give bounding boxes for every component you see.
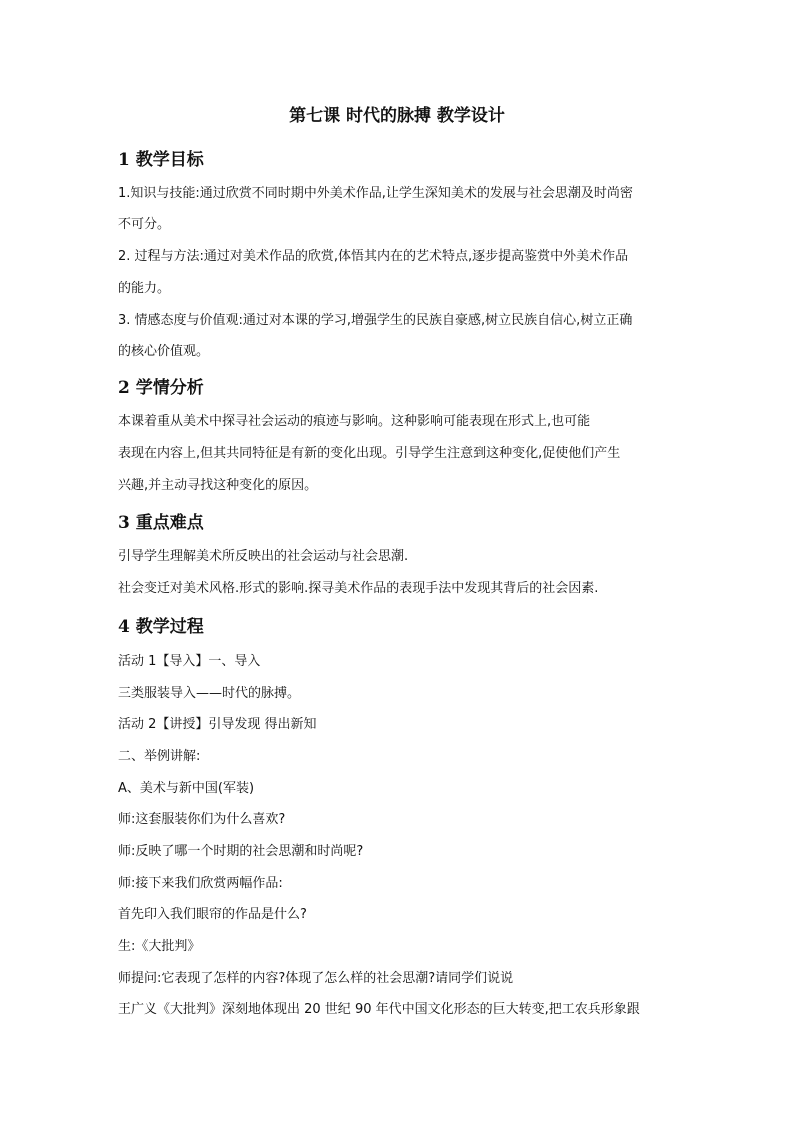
paragraph-line: 首先印入我们眼帘的作品是什么?: [118, 907, 307, 922]
section-heading-objectives: 1 教学目标: [118, 150, 204, 170]
paragraph-line: 兴趣,并主动寻找这种变化的原因。: [118, 478, 318, 493]
paragraph-line: 本课着重从美术中探寻社会运动的痕迹与影响。这种影响可能表现在形式上,也可能: [118, 414, 591, 429]
paragraph-line: 引导学生理解美术所反映出的社会运动与社会思潮.: [118, 549, 409, 564]
paragraph-line: 三类服装导入——时代的脉搏。: [118, 686, 301, 701]
paragraph-line: 2. 过程与方法:通过对美术作品的欣赏,体悟其内在的艺术特点,逐步提高鉴赏中外美术作品: [118, 249, 629, 264]
paragraph-line: 师:这套服装你们为什么喜欢?: [118, 812, 286, 827]
paragraph-line: 生:《大批判》: [118, 939, 201, 954]
paragraph-line: 不可分。: [118, 217, 171, 232]
paragraph-line: 的能力。: [118, 281, 171, 296]
paragraph-line: 表现在内容上,但其共同特征是有新的变化出现。引导学生注意到这种变化,促使他们产生: [118, 446, 621, 461]
paragraph-line: 师:接下来我们欣赏两幅作品:: [118, 876, 283, 891]
section-heading-key-points: 3 重点难点: [118, 513, 204, 533]
paragraph-line: 师提问:它表现了怎样的内容?体现了怎么样的社会思潮?请同学们说说: [118, 971, 514, 986]
paragraph-line: 3. 情感态度与价值观:通过对本课的学习,增强学生的民族自豪感,树立民族自信心,树立正确: [118, 313, 633, 328]
section-heading-process: 4 教学过程: [118, 617, 204, 637]
paragraph-line: 社会变迁对美术风格.形式的影响.探寻美术作品的表现手法中发现其背后的社会因素.: [118, 581, 599, 596]
document-title: 第七课 时代的脉搏 教学设计: [289, 106, 505, 126]
paragraph-line: 王广义《大批判》深刻地体现出 20 世纪 90 年代中国文化形态的巨大转变,把工农兵形象跟: [118, 1002, 640, 1017]
paragraph-line: 二、举例讲解:: [118, 749, 201, 764]
paragraph-line: 的核心价值观。: [118, 344, 210, 359]
section-heading-analysis: 2 学情分析: [118, 378, 204, 398]
paragraph-line: A、美术与新中国(军装): [118, 781, 255, 796]
paragraph-line: 活动 1【导入】一、导入: [118, 654, 261, 669]
paragraph-line: 活动 2【讲授】引导发现 得出新知: [118, 717, 317, 732]
paragraph-line: 师:反映了哪一个时期的社会思潮和时尚呢?: [118, 844, 364, 859]
paragraph-line: 1.知识与技能:通过欣赏不同时期中外美术作品,让学生深知美术的发展与社会思潮及时尚密: [118, 186, 633, 201]
